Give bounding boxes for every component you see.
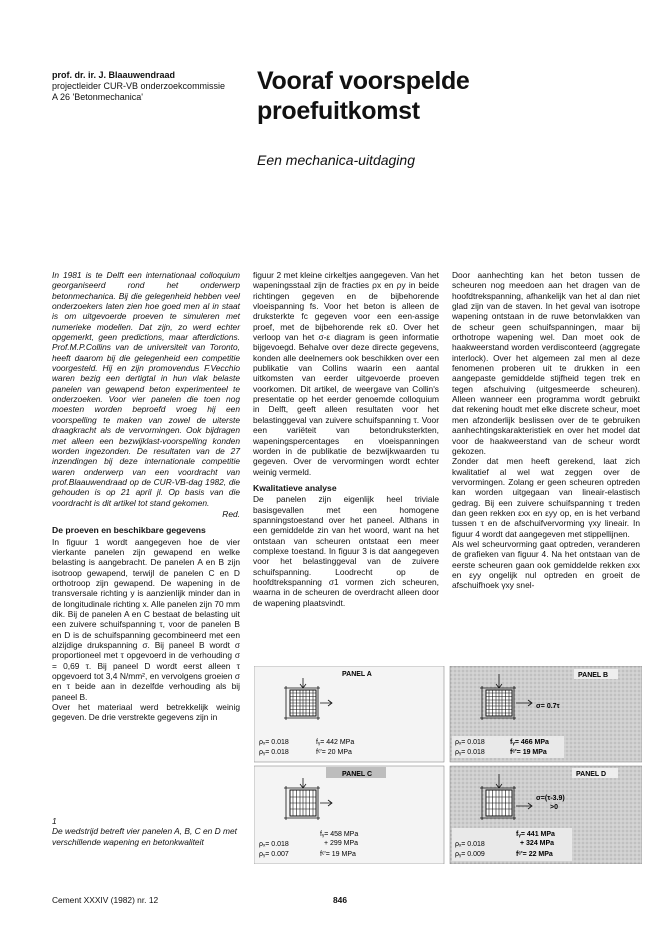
column-3-paragraph-2: Zonder dat men heeft gerekend, laat zich kwalitatief al wel wat zeggen over de vervormingen. Zolang er geen scheuren optreden kan worden uitgegaan van lineair-elastisch gedrag. Bij een zuivere schuifspanning τ treden dan geen rekken εxx en εyy op, en is het verband tussen τ en de afschuifvervorming γxy lineair. In figuur 4 wordt dat aangegeven met stippellijnen.	[452, 456, 640, 539]
panel-b	[450, 666, 642, 762]
panel-a-rho-x: ρₓ= 0.018	[259, 739, 289, 746]
article-title	[257, 66, 597, 126]
panel-d-fc: fᶜ'= 22 MPa	[516, 851, 553, 858]
panel-b-label: PANEL B	[578, 672, 609, 679]
author-committee: A 26 'Betonmechanica'	[52, 92, 143, 102]
column-3-paragraph-1: Door aanhechting kan het beton tussen de scheuren nog meedoen aan het dragen van de hoofdtrekspanning, afhankelijk van het al dan niet glad zijn van de staven. In het geval van isotrope wapening ontstaan in de ruwe betonvlakken van de scheur geen schuifspanningen, maar bij orthotrope wapening wel. Dan moet ook de haakweerstand worden verdisconteerd (aggregate interlock). Over het algemeen zal men al deze fenomenen proberen uit te drukken in een aangepaste gemiddelde stijfheid tegen trek en tegen afschuiving (uitgesmeerde scheuren). Alleen wanneer een programma wordt gebruikt dat rekening houdt met elke discrete scheur, moet men afzonderlijk beslissen over de te gebruiken aanhechtingskarakteristiek en over het model dat voor de haakweerstand van de scheur wordt gekozen.	[452, 270, 640, 456]
panel-d-rho-y: ρᵧ= 0.009	[455, 851, 485, 858]
column-2-paragraph-1: figuur 2 met kleine cirkeltjes aangegeven. Van het wapeningsstaal zijn de fracties ρx en ρy in beide richtingen gegeven en de bijbehorende vloeispanning fs. Voor het beton is alleen de druksterkte fc gegeven voor een een-assige proef, met de bijbehorende rek ε0. Over het verloop van het σ-ε diagram is geen informatie bijgevoegd. Behalve over deze directe gegevens, konden alle deelnemers ook beschikken over een publikatie van Collins waarin een aantal uitkomsten van eerder uitgevoerde proeven voorkomen. Dit artikel, de weergave van Collin's presentatie op het eerder genoemde colloquium in Delft, geeft alleen resultaten voor het belastinggeval van zuivere schuifspanning τ. Voor een variëteit van betondruksterkten, wapeningspercentages en vloeispanningen worden in de publikatie de bezwijkwaarden τu gegeven. Over de vervormingen wordt echter weinig vermeld.	[253, 270, 439, 477]
figure-panels	[254, 666, 642, 864]
footnote-text: De wedstrijd betreft vier panelen A, B, C en D met verschillende wapening en betonkwaliteit	[52, 826, 237, 847]
panel-d-fs-2: + 324 MPa	[520, 840, 555, 847]
panel-d-label: PANEL D	[576, 771, 607, 778]
panel-d-fs: fᵧ= 441 MPa	[516, 831, 555, 838]
panel-c-fs: fᵧ= 458 MPa	[320, 831, 359, 838]
section-1-paragraph-2: Over het materiaal werd betrekkelijk weinig gegeven. De drie verstrekte gegevens zijn in	[52, 702, 240, 723]
panel-d	[450, 766, 642, 864]
panel-b-fc: fᶜ'= 19 MPa	[510, 749, 547, 756]
panel-d-stress-rule: σ=(τ-3.9)	[536, 795, 565, 802]
panel-c-label: PANEL C	[342, 771, 373, 778]
column-2	[253, 270, 439, 608]
panel-d-stress-condition: >0	[550, 804, 558, 811]
column-1	[52, 270, 240, 723]
figure-panels-svg	[254, 666, 642, 864]
footnote	[52, 816, 240, 847]
page-number: 846	[333, 895, 347, 905]
section-heading-proeven: De proeven en beschikbare gegevens	[52, 525, 206, 536]
panel-c	[254, 766, 444, 864]
article-subtitle: Een mechanica-uitdaging	[257, 152, 415, 168]
column-3-paragraph-3: Als wel scheurvorming gaat optreden, veranderen de grafieken van figuur 4. Na het ontstaan van de eerste scheuren gaan ook gemiddelde rekken εxx en εyy ongelijk nul optreden en groeit de afschuifhoek γxy snel-	[452, 538, 640, 591]
panel-c-rho-x: ρₓ= 0.018	[259, 841, 289, 848]
author-block	[52, 70, 242, 103]
panel-b-rho-x: ρₓ= 0.018	[455, 739, 485, 746]
panel-a-rho-y: ρᵧ= 0.018	[259, 749, 289, 756]
journal-footer: Cement XXXIV (1982) nr. 12	[52, 895, 159, 905]
panel-c-fs-2: + 299 MPa	[324, 840, 359, 847]
footnote-number: 1	[52, 816, 57, 826]
author-name: prof. dr. ir. J. Blaauwendraad	[52, 70, 176, 80]
section-heading-analyse: Kwalitatieve analyse	[253, 482, 337, 493]
panel-a-fc: fᶜ'= 20 MPa	[316, 749, 352, 756]
author-role: projectleider CUR-VB onderzoekcommissie	[52, 81, 226, 91]
title-line-1: Vooraf voorspelde	[257, 67, 470, 95]
panel-b-fs: fᵧ= 466 MPa	[510, 739, 549, 746]
section-1-paragraph-1: In figuur 1 wordt aangegeven hoe de vier vierkante panelen zijn gewapend en welke belasting is aangebracht. De panelen A en B zijn isotroop gewapend, terwijl de panelen C en D orthotroop zijn gewapend. De wapening in de transversale richting y is aanzienlijk minder dan in de longitudinale richting x. Alle panelen zijn 70 mm dik. Bij de panelen A en C bestaat de belasting uit een zuivere schuifspanning τ, voor de panelen B en D is de schuifspanning gecombineerd met een alzijdige drukspanning σ. Bij paneel B wordt σ proportioneel met τ opgevoerd in de verhouding σ = 0,69 τ. Bij paneel D wordt eerst alleen τ opgevoerd tot 3,4 N/mm², en vervolgens groeien σ en τ beide aan in dezelfde verhouding als bij paneel B.	[52, 536, 240, 702]
panel-b-stress-ratio: σ= 0.7τ	[536, 703, 560, 710]
panel-b-rho-y: ρᵧ= 0.018	[455, 749, 485, 756]
editor-mark: Red.	[222, 508, 240, 519]
panel-a-fs: fᵧ= 442 MPa	[316, 739, 355, 746]
title-line-2: proefuitkomst	[257, 97, 420, 125]
panel-c-rho-y: ρᵧ= 0.007	[259, 851, 289, 858]
panel-d-rho-x: ρₓ= 0.018	[455, 841, 485, 848]
column-2-paragraph-2: De panelen zijn eigenlijk heel triviale basisgevallen met een homogene spanningstoestand over het paneel. Althans in een gemiddelde zin van het woord, want na het ontstaan van scheuren ontstaat een meer complexe toestand. In figuur 3 is dat aangegeven voor het belastinggeval van de zuivere schuifspanning. Loodrecht op de hoofdtrekspanning σ1 vormen zich scheuren, waarna in de scheuren de overdracht alleen door de wapening plaatsvindt.	[253, 494, 439, 608]
panel-c-fc: fᶜ'= 19 MPa	[320, 851, 356, 858]
panel-a-label: PANEL A	[342, 671, 372, 678]
column-3	[452, 270, 640, 591]
panel-a	[254, 666, 444, 762]
intro-text: In 1981 is te Delft een internationaal colloquium georganiseerd rond het onderwerp betonmechanica. Bij die gelegenheid hebben veel onderzoekers laten zien hoe goed men al in staat is om uitgevoerde proeven te simuleren met numerieke modellen. Dat zijn, zo werd echter opgemerkt, geen predictions, maar afterdictions. Prof.M.P.Collins van de universiteit van Toronto, heeft daarom bij die gelegenheid een competitie voorgesteld. Hij en zijn promovendus F.Vecchio waren bezig een dertigtal in hun vlak belaste panelen van gewapend beton experimenteel te onderzoeken. Voor vier panelen die toen nog moesten worden beproefd vroeg hij een voorspelling te maken van zowel de uiterste draagkracht als de vervormingen. Ook bijdragen met alleen een bezwijklast-voorspelling konden worden ingezonden. De resultaten van de 27 inzendingen bij deze internationale competitie waren onderwerp van een voordracht van prof.Blaauwendraad op de CUR-VB-dag 1982, die gehouden is op 21 april jl. Op basis van die voordracht is dit artikel tot stand gekomen.	[52, 270, 240, 508]
